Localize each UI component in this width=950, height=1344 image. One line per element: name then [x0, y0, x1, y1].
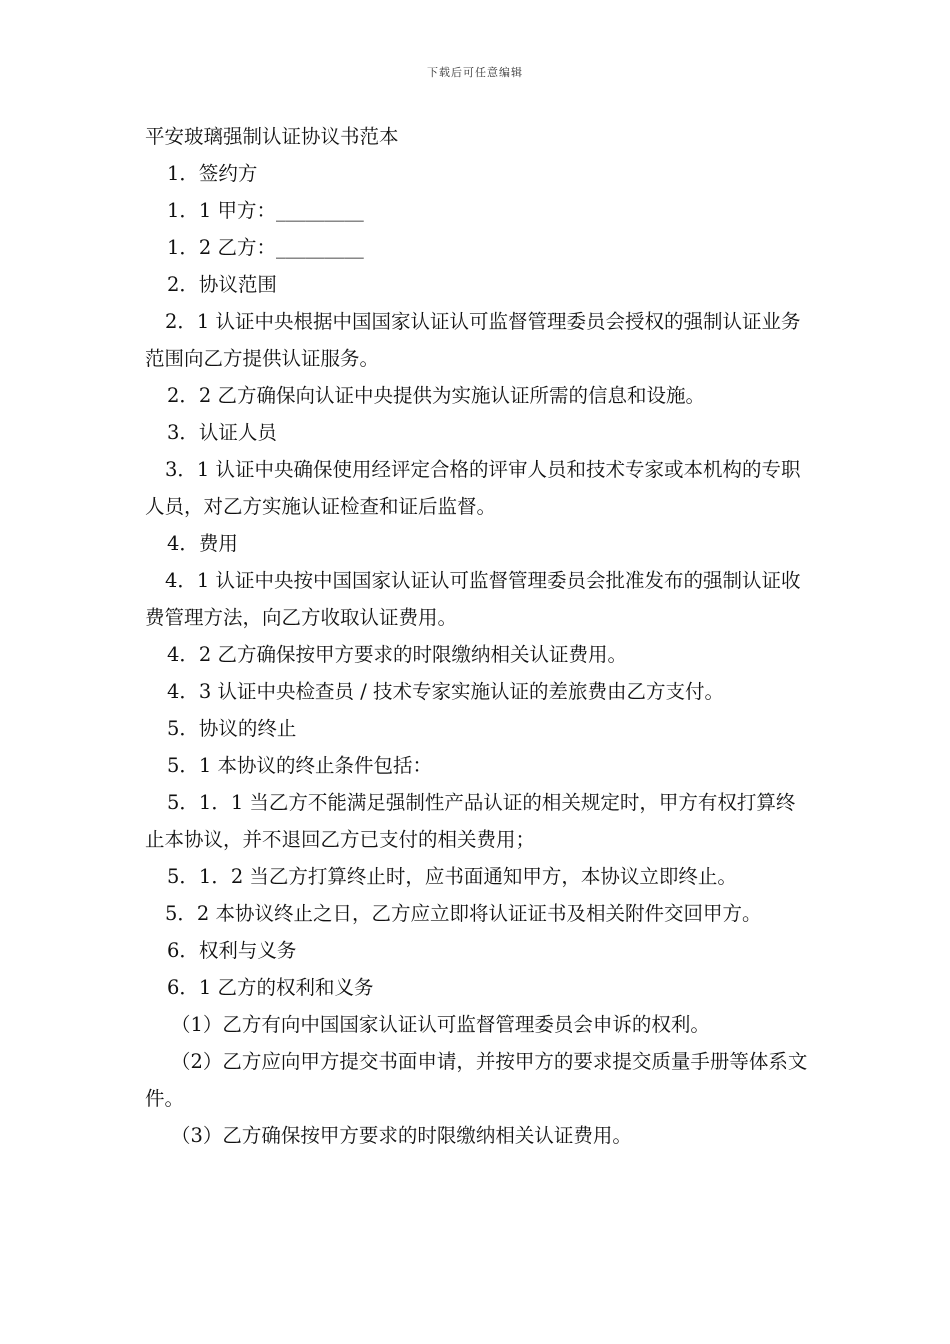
- clause-paragraph: 3．1 认证中央确保使用经评定合格的评审人员和技术专家或本机构的专职人员，对乙方实施认证检查和证后监督。: [145, 458, 801, 518]
- clause-paragraph: 2．1 认证中央根据中国国家认证认可监督管理委员会授权的强制认证业务范围向乙方提供认证服务。: [145, 310, 801, 370]
- document-body: [145, 118, 810, 1154]
- clause-paragraph: 4．2 乙方确保按甲方要求的时限缴纳相关认证费用。: [167, 643, 628, 666]
- party-b-line: 1．2 乙方：_________: [167, 236, 364, 259]
- clause-paragraph: 5．2 本协议终止之日，乙方应立即将认证证书及相关附件交回甲方。: [165, 902, 762, 925]
- page-header-note: 下载后可任意编辑: [427, 66, 523, 79]
- document-title: 平安玻璃强制认证协议书范本: [145, 125, 399, 148]
- clause-paragraph: 6．1 乙方的权利和义务: [167, 976, 374, 999]
- party-a-line: 1．1 甲方：_________: [167, 199, 364, 222]
- clause-paragraph: 5．1 本协议的终止条件包括：: [167, 754, 433, 777]
- section-heading: 2．协议范围: [167, 273, 277, 296]
- clause-paragraph: 5．1．1 当乙方不能满足强制性产品认证的相关规定时，甲方有权打算终止本协议，并不退回乙方已支付的相关费用；: [145, 791, 796, 851]
- section-heading: 3．认证人员: [167, 421, 277, 444]
- clause-paragraph: 4．1 认证中央按中国国家认证认可监督管理委员会批准发布的强制认证收费管理方法，向乙方收取认证费用。: [145, 569, 801, 629]
- clause-paragraph: 4．3 认证中央检查员 / 技术专家实施认证的差旅费由乙方支付。: [167, 680, 724, 703]
- section-heading: 5．协议的终止: [167, 717, 297, 740]
- clause-paragraph: （3）乙方确保按甲方要求的时限缴纳相关认证费用。: [171, 1124, 632, 1147]
- clause-paragraph: 2．2 乙方确保向认证中央提供为实施认证所需的信息和设施。: [167, 384, 706, 407]
- section-heading: 1．签约方: [167, 162, 258, 185]
- section-heading: 4．费用: [167, 532, 238, 555]
- clause-paragraph: 5．1．2 当乙方打算终止时，应书面通知甲方，本协议立即终止。: [167, 865, 737, 888]
- section-heading: 6．权利与义务: [167, 939, 297, 962]
- clause-paragraph: （2）乙方应向甲方提交书面申请，并按甲方的要求提交质量手册等体系文件。: [145, 1050, 808, 1110]
- clause-paragraph: （1）乙方有向中国国家认证认可监督管理委员会申诉的权利。: [171, 1013, 710, 1036]
